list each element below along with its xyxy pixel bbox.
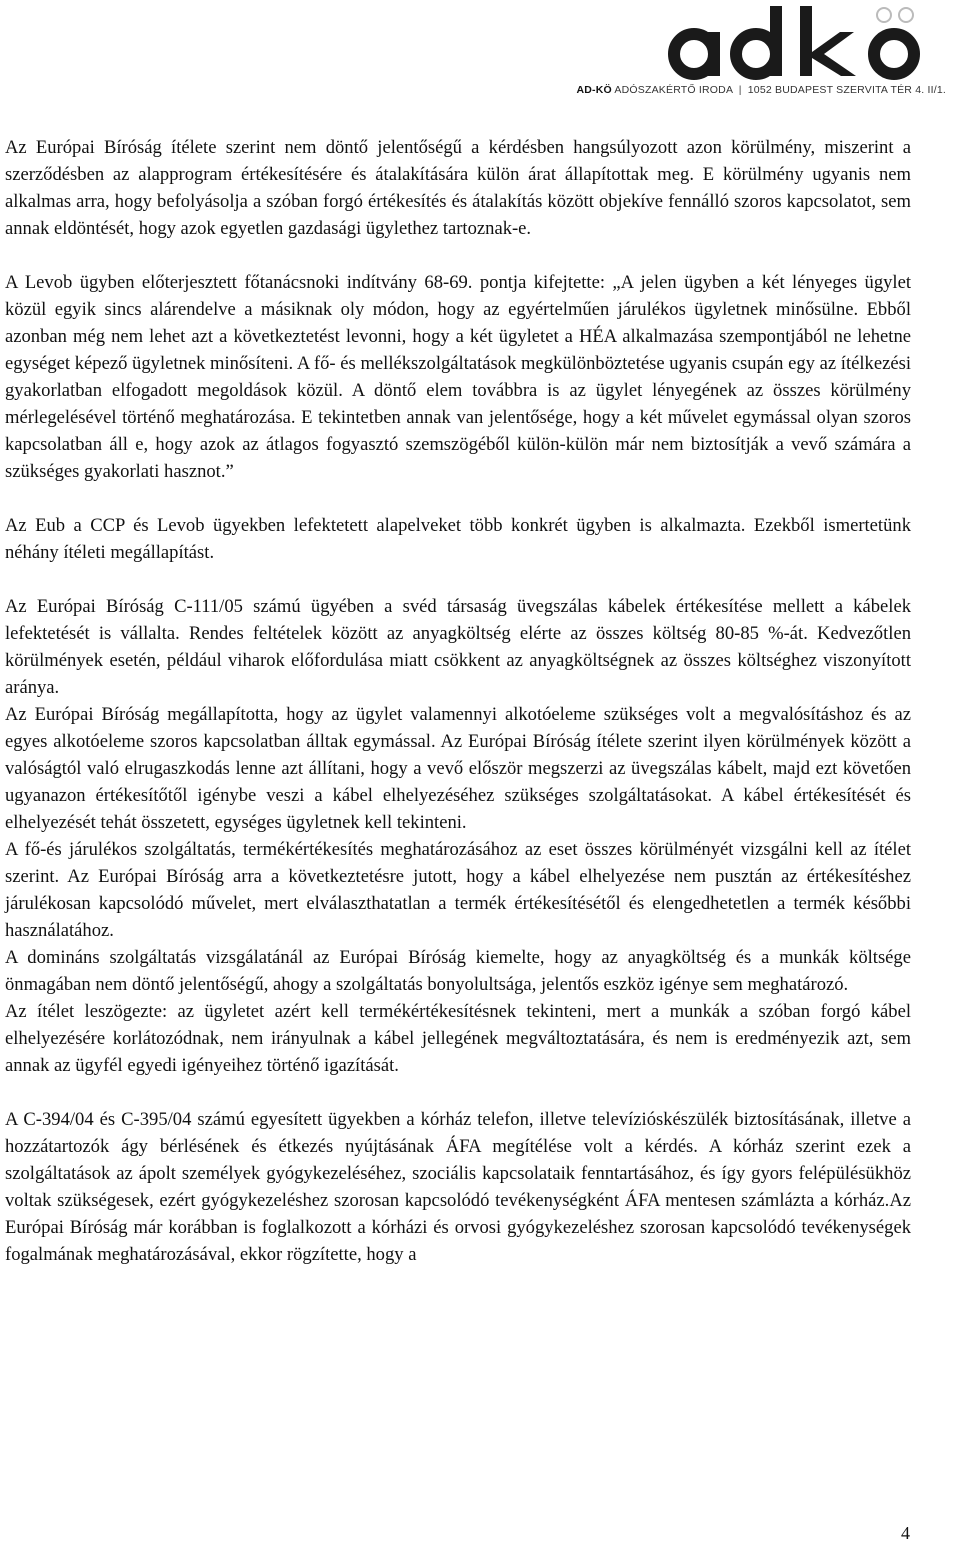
paragraph-gap	[5, 485, 911, 512]
paragraph-7: A domináns szolgáltatás vizsgálatánál az Európai Bíróság kiemelte, hogy az anyagköltség és a munkák költsége önmagában nem döntő jelentőségű, ahogy a szolgáltatás bonyolultsága, jelentős eszköz igénye sem meghatározó.	[5, 947, 911, 995]
paragraph-gap	[5, 566, 911, 593]
paragraph-8: Az ítélet leszögezte: az ügyletet azért kell termékértékesítésnek tekinteni, mert a munkák a szóban forgó kábel elhelyezésére korlátozódnak, nem irányulnak a kábel jellegének megváltoztatására, és nem is eredményezik azt, sem annak az ügyfél egyedi igényeihez történő igazítását.	[5, 1001, 911, 1076]
logo-office-name: ADÓSZAKÉRTŐ IRODA	[614, 84, 733, 96]
paragraph-9: A C-394/04 és C-395/04 számú egyesített ügyekben a kórház telefon, illetve televízióskészülék biztosításának, illetve a hozzátartozók ágy bérlésének és étkezés nyújtásának ÁFA megítélése volt a kérdés. A kórház szerint ezek a szolgáltatások az ápolt személyek gyógykezeléséhez, szociális kapcsolataik fenntartásához, és így gyors felépülésükhöz voltak szükségesek, ezért gyógykezeléshez szorosan kapcsolódó tevékenységként ÁFA mentesen számlázta a kórház.Az Európai Bíróság már korábban is foglalkozott a kórházi és orvosi gyógykezeléshez szorosan kapcsolódó tevékenységek fogalmának meghatározásával, ekkor rögzítette, hogy a	[5, 1109, 911, 1265]
logo-tagline	[576, 84, 946, 96]
paragraph-gap	[5, 242, 911, 269]
paragraph-gap	[5, 1079, 911, 1106]
company-logo	[576, 2, 950, 102]
logo-address: 1052 BUDAPEST SZERVITA TÉR 4. II/1.	[747, 84, 946, 96]
paragraph-4: Az Európai Bíróság C-111/05 számú ügyében a svéd társaság üvegszálas kábelek értékesítése mellett a kábelek lefektetését is vállalta. Rendes feltételek között az anyagköltség elérte az összes költség 80-85 %-át. Kedvezőtlen körülmények esetén, például viharok előfordulása miatt csökkent az anyagköltségnek az összes költséghez viszonyított aránya.	[5, 596, 911, 698]
paragraph-5: Az Európai Bíróság megállapította, hogy az ügylet valamennyi alkotóeleme szükséges volt a megvalósításhoz és az egyes alkotóeleme szoros kapcsolatban álltak egymással. Az Európai Bíróság ítélete szerint ilyen körülmények között a valóságtól való elrugaszkodás lenne azt állítani, hogy a vevő először megszerzi az üvegszálas kábelt, majd ezt követően ugyanazon értékesítőtől igénybe veszi a kábel elhelyezéséhez szükséges szolgáltatásokat. A kábel értékesítését és elhelyezését tehát összetett, egységes ügyletnek kell tekinteni.	[5, 704, 911, 833]
paragraph-1: Az Európai Bíróság ítélete szerint nem döntő jelentőségű a kérdésben hangsúlyozott azon körülmény, miszerint a szerződésben az alapprogram értékesítésére és átalakítására külön árat állapítottak meg. E körülmény ugyanis nem alkalmas arra, hogy befolyásolja a szóban forgó értékesítés és átalakítás között objekíve fennálló szoros kapcsolatot, sem annak eldöntését, hogy azok egyetlen gazdasági ügylethez tartoznak-e.	[5, 137, 911, 239]
logo-separator: |	[738, 84, 742, 96]
logo-brand-name: AD-KÖ	[576, 84, 612, 96]
paragraph-3: Az Eub a CCP és Levob ügyekben lefektetett alapelveket több konkrét ügyben is alkalmazta. Ezekből ismertetünk néhány ítéleti megállapítást.	[5, 515, 911, 563]
paragraph-2: A Levob ügyben előterjesztett főtanácsnoki indítvány 68-69. pontja kifejtette: „A jelen ügyben a két lényeges ügylet közül egyik sincs alárendelve a másiknak oly módon, hogy az egyértelműen járulékos ügyletnek minősülne. Ebből azonban még nem lehet azt a következtetést levonni, hogy a két ügyletet a HÉA alkalmazása szempontjából ne lehetne egységet képező ügyletnek minősíteni. A fő- és mellékszolgáltatások megkülönböztetése ugyanis csupán egy az ítélkezési gyakorlatban elfogadott megoldások közül. A döntő elem továbbra is az ügylet lényegének az összes körülmény mérlegelésével történő meghatározása. E tekintetben annak van jelentősége, hogy a két művelet egymással olyan szoros kapcsolatban áll e, hogy azok az átlagos fogyasztó szemszögéből külön-külön már nem biztosítják a vevő számára a szükséges gyakorlati hasznot.”	[5, 272, 911, 482]
adko-wordmark-logo	[644, 2, 950, 82]
document-body	[5, 134, 911, 1268]
paragraph-6: A fő-és járulékos szolgáltatás, termékértékesítés meghatározásához az eset összes körülményét vizsgálni kell az ítélet szerint. Az Európai Bíróság arra a következtetésre jutott, hogy a kábel elhelyezése nem pusztán az értékesítéshez járulékosan kapcsolódó művelet, mert elválaszthatatlan a termék értékesítésétől és elengedhetetlen a termék későbbi használatához.	[5, 839, 911, 941]
page-number: 4	[901, 1523, 910, 1543]
